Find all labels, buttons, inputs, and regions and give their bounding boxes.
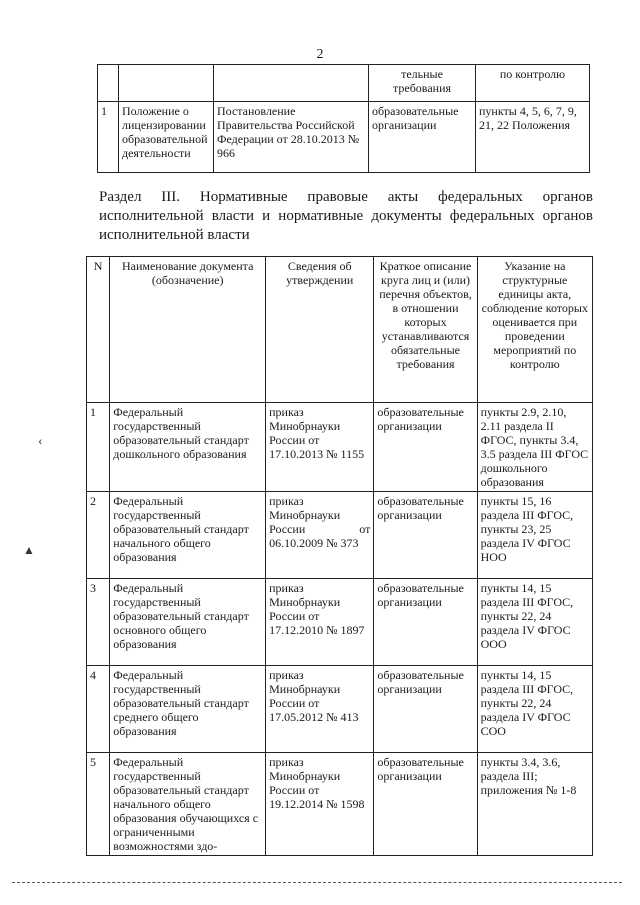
cell-provisions: пункты 15, 16 раздела III ФГОС, пункты 23, 25 раздела IV ФГОС НОО xyxy=(477,492,592,579)
page-number: 2 xyxy=(316,47,324,62)
cell-subjects: образовательные организации xyxy=(369,102,476,173)
cell-subjects: образовательные организации xyxy=(374,666,477,753)
cell-subjects: образовательные организации xyxy=(374,753,477,856)
header-cell xyxy=(214,65,369,102)
table-continuation xyxy=(97,64,590,173)
cell-approval: приказ Минобрнауки России от 17.10.2013 № 1155 xyxy=(266,403,374,492)
scan-mark: ▲ xyxy=(23,543,35,557)
header-cell: по контролю xyxy=(476,65,590,102)
header-cell: Указание на структурные единицы акта, соблюдение которых оценивается при проведении мероприятий по контролю xyxy=(477,257,592,403)
section-heading: Раздел III. Нормативные правовые акты федеральных органов исполнительной власти и нормативные документы федеральных органов исполнительной власти xyxy=(99,189,593,243)
cell-document: Федеральный государственный образовательный стандарт основного общего образования xyxy=(110,579,266,666)
regulations-table xyxy=(86,256,593,856)
cell-approval: Постановление Правительства Российской Федерации от 28.10.2013 № 966 xyxy=(214,102,369,173)
cell-subjects: образовательные организации xyxy=(374,579,477,666)
cell-number: 3 xyxy=(87,579,110,666)
header-cell: тельные требования xyxy=(369,65,476,102)
cell-number: 1 xyxy=(87,403,110,492)
table-row xyxy=(87,579,593,666)
cell-number: 2 xyxy=(87,492,110,579)
cell-approval: приказ Минобрнауки России от 06.10.2009 № 373 xyxy=(266,492,374,579)
cell-document: Федеральный государственный образовательный стандарт среднего общего образования xyxy=(110,666,266,753)
table-row xyxy=(87,403,593,492)
cell-provisions: пункты 4, 5, 6, 7, 9, 21, 22 Положения xyxy=(476,102,590,173)
table-row xyxy=(87,492,593,579)
header-cell: Наименование документа (обозначение) xyxy=(110,257,266,403)
cell-number: 1 xyxy=(98,102,119,173)
table-header-row xyxy=(87,257,593,403)
cell-number: 5 xyxy=(87,753,110,856)
cell-provisions: пункты 14, 15 раздела III ФГОС, пункты 22, 24 раздела IV ФГОС ООО xyxy=(477,579,592,666)
table-row xyxy=(87,753,593,856)
cell-approval: приказ Минобрнауки России от 19.12.2014 № 1598 xyxy=(266,753,374,856)
header-cell: N xyxy=(87,257,110,403)
cell-provisions: пункты 3.4, 3.6, раздела III; приложения № 1-8 xyxy=(477,753,592,856)
cell-number: 4 xyxy=(87,666,110,753)
cell-subjects: образовательные организации xyxy=(374,492,477,579)
table-header-row xyxy=(98,65,590,102)
cell-document: Федеральный государственный образовательный стандарт начального общего образования xyxy=(110,492,266,579)
table-row xyxy=(98,102,590,173)
cell-subjects: образовательные организации xyxy=(374,403,477,492)
header-cell: Краткое описание круга лиц и (или) перечня объектов, в отношении которых устанавливаются обязательные требования xyxy=(374,257,477,403)
cell-provisions: пункты 2.9, 2.10, 2.11 раздела II ФГОС, пункты 3.4, 3.5 раздела III ФГОС дошкольного образования xyxy=(477,403,592,492)
cell-document: Федеральный государственный образовательный стандарт дошкольного образования xyxy=(110,403,266,492)
cell-document: Федеральный государственный образовательный стандарт начального общего образования обучающихся с ограниченными возможностями здо- xyxy=(110,753,266,856)
cell-approval: приказ Минобрнауки России от 17.12.2010 № 1897 xyxy=(266,579,374,666)
table-row xyxy=(87,666,593,753)
header-cell xyxy=(98,65,119,102)
scan-edge-line xyxy=(12,882,622,883)
header-cell: Сведения об утверждении xyxy=(266,257,374,403)
cell-provisions: пункты 14, 15 раздела III ФГОС, пункты 22, 24 раздела IV ФГОС СОО xyxy=(477,666,592,753)
scan-mark: ‹ xyxy=(38,434,43,449)
cell-approval: приказ Минобрнауки России от 17.05.2012 № 413 xyxy=(266,666,374,753)
header-cell xyxy=(119,65,214,102)
cell-document: Положение о лицензировании образовательной деятельности xyxy=(119,102,214,173)
